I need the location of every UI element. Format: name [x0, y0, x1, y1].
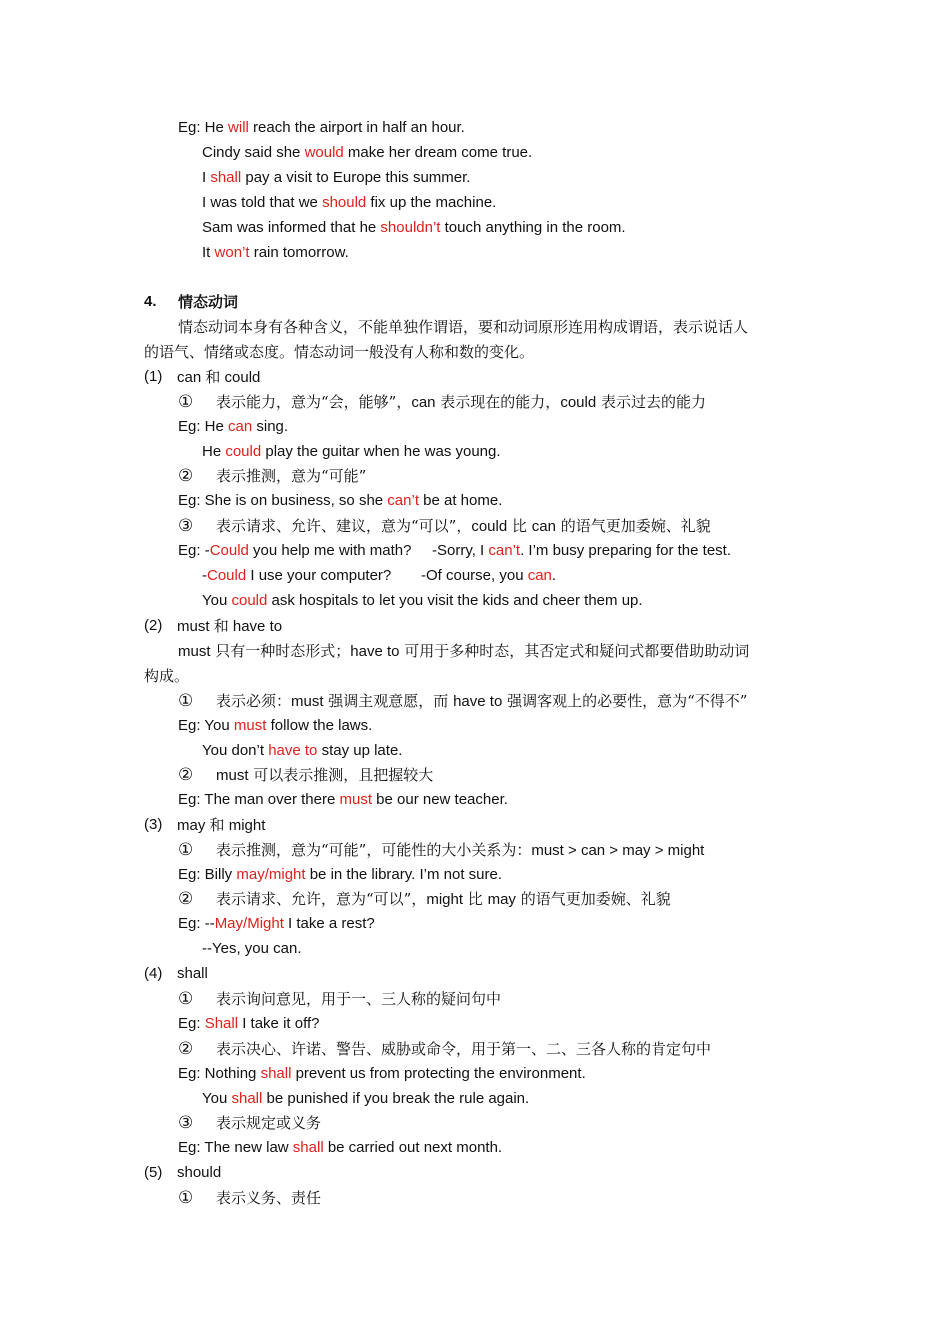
item-regulation: [178, 1111, 321, 1135]
highlight-word: shouldn’t: [380, 219, 441, 236]
example-line: [202, 440, 501, 464]
paragraph-line: 构成。: [144, 667, 190, 685]
highlight-word: shall: [210, 169, 242, 186]
example-text: follow the laws.: [266, 717, 373, 734]
highlight-word: May/Might: [214, 915, 284, 932]
example-text: Eg: Nothing: [178, 1065, 261, 1082]
item-text: 表示询问意见，用于一、三人称的疑问句中: [216, 990, 502, 1008]
item-text: 可以表示推测，且把握较大: [248, 766, 434, 784]
subsection-title: might: [224, 817, 266, 834]
example-line: [202, 739, 402, 763]
example-text: touch anything in the room.: [440, 219, 626, 236]
circled-number-1: ①: [178, 691, 194, 711]
circled-number-2: ②: [178, 1039, 194, 1059]
highlight-word: shall: [292, 1139, 324, 1156]
item-text: 表示现在的能力，: [435, 393, 561, 411]
example-line: [178, 912, 375, 936]
example-text: fix up the machine.: [366, 194, 497, 211]
highlight-word: will: [228, 119, 249, 136]
paragraph-text: 可用于多种时态，其否定式和疑问式都要借助助动词: [399, 642, 750, 660]
highlight-word: can’t: [387, 492, 419, 509]
example-text: stay up late.: [317, 742, 403, 759]
example-text: Eg: She is on business, so she: [178, 492, 388, 509]
highlight-word: shall: [231, 1090, 263, 1107]
example-line: [178, 714, 372, 738]
example-text: I: [202, 169, 211, 186]
subsection-title: must: [177, 618, 214, 635]
example-text: Eg: He: [178, 418, 229, 435]
example-text: Eg: -: [178, 542, 210, 559]
item-text: 表示决心、许诺、警告、威胁或命令，用于第一、二、三各人称的肯定句中: [216, 1040, 712, 1058]
subsection-should: [144, 1161, 222, 1185]
example-line: [178, 539, 411, 563]
paragraph-text: 只有一种时态形式；: [210, 642, 351, 660]
item-possibility: [178, 838, 704, 862]
highlight-word: should: [322, 194, 367, 211]
subsection-title: shall: [177, 965, 208, 982]
example-line: [178, 489, 502, 513]
subsection-title: could: [220, 369, 261, 386]
example-shall: [202, 166, 470, 190]
example-text: be in the library. I’m not sure.: [305, 866, 503, 883]
subsection-title: 和: [213, 617, 229, 635]
example-text: -Of course, you: [421, 567, 528, 584]
highlight-word: Could: [209, 542, 249, 559]
example-will: [178, 116, 465, 140]
subsection-title: 和: [205, 368, 221, 386]
item-inference: [178, 464, 366, 488]
example-text: you help me with math?: [248, 542, 412, 559]
example-text: You don’t: [202, 742, 269, 759]
item-text: might: [426, 891, 464, 908]
item-text: 强调主观意愿，而: [323, 692, 454, 710]
example-text: be our new teacher.: [372, 791, 508, 808]
item-ability: [178, 390, 706, 414]
subsection-number: (3): [144, 816, 163, 833]
intro-paragraph-line: 的语气、情绪或态度。情态动词一般没有人称和数的变化。: [144, 343, 535, 361]
heading-number: 4.: [144, 293, 157, 310]
example-text: You: [202, 1090, 232, 1107]
item-request: [178, 514, 711, 538]
example-text: I take a rest?: [283, 915, 375, 932]
circled-number-2: ②: [178, 889, 194, 909]
circled-number-3: ③: [178, 516, 194, 536]
subsection-can-could: [144, 365, 261, 389]
item-text: 表示义务、责任: [216, 1189, 322, 1207]
item-text: 表示过去的能力: [596, 393, 706, 411]
example-text: .: [551, 567, 557, 584]
example-wont: [202, 241, 349, 265]
item-text: 强调客观上的必要性，意为“不得不”: [502, 692, 748, 710]
item-text: 表示规定或义务: [216, 1114, 322, 1132]
example-text: ask hospitals to let you visit the kids and cheer them up.: [267, 592, 643, 609]
example-line: [178, 1136, 502, 1160]
item-text: 表示请求、允许、建议，意为“可以”，: [216, 517, 472, 535]
paragraph-text: must: [178, 643, 211, 660]
item-text: 表示能力，意为“会，能够”，: [216, 393, 412, 411]
item-text: 表示推测，意为“可能”: [216, 467, 367, 485]
example-text: I take it off?: [238, 1015, 320, 1032]
subsection-title: have to: [228, 618, 283, 635]
item-text: 的语气更加委婉、礼貌: [555, 517, 711, 535]
subsection-shall: [144, 962, 208, 986]
example-text: prevent us from protecting the environment.: [291, 1065, 586, 1082]
item-determination: [178, 1037, 711, 1061]
example-line: [178, 1012, 320, 1036]
highlight-word: may/might: [236, 866, 306, 883]
circled-number-1: ①: [178, 1188, 194, 1208]
item-text: must: [291, 693, 324, 710]
item-text: must > can > may > might: [531, 842, 705, 859]
circled-number-2: ②: [178, 466, 194, 486]
item-text: can: [531, 518, 556, 535]
example-line: --Yes, you can.: [202, 940, 302, 957]
subsection-number: (1): [144, 368, 163, 385]
circled-number-1: ①: [178, 840, 194, 860]
highlight-word: shall: [260, 1065, 292, 1082]
item-text: may: [487, 891, 516, 908]
subsection-title: should: [177, 1164, 222, 1181]
item-text: could: [471, 518, 508, 535]
paragraph-text: have to: [350, 643, 400, 660]
highlight-word: could: [225, 443, 262, 460]
subsection-title: 和: [209, 816, 225, 834]
example-line: [178, 788, 508, 812]
example-text: It: [202, 244, 215, 261]
section-heading: [144, 290, 239, 314]
subsection-must-have-to: [144, 614, 283, 638]
example-text: Eg:: [178, 1015, 205, 1032]
example-text: Cindy said she: [202, 144, 305, 161]
example-text: . I’m busy preparing for the test.: [520, 542, 732, 559]
example-text: Eg: He: [178, 119, 229, 136]
item-text: 表示必须：: [216, 692, 292, 710]
item-text: 的语气更加委婉、礼貌: [515, 890, 671, 908]
highlight-word: can: [527, 567, 552, 584]
example-text: -: [202, 567, 207, 584]
highlight-word: can: [228, 418, 253, 435]
example-text: make her dream come true.: [343, 144, 533, 161]
item-necessity: [178, 689, 747, 713]
highlight-word: have to: [268, 742, 318, 759]
circled-number-1: ①: [178, 989, 194, 1009]
example-text: Eg: --: [178, 915, 215, 932]
example-text: Eg: The man over there: [178, 791, 340, 808]
example-line: [432, 539, 731, 563]
item-must-inference: [178, 763, 433, 787]
example-text: play the guitar when he was young.: [261, 443, 501, 460]
example-text: Eg: You: [178, 717, 234, 734]
subsection-may-might: [144, 813, 266, 837]
example-line: [202, 1087, 529, 1111]
example-text: be punished if you break the rule again.: [262, 1090, 530, 1107]
subsection-number: (5): [144, 1164, 163, 1181]
item-text: can: [411, 394, 436, 411]
highlight-word: could: [231, 592, 268, 609]
example-should: [202, 191, 496, 215]
example-text: I was told that we: [202, 194, 323, 211]
heading-title: 情态动词: [178, 293, 239, 311]
example-text: reach the airport in half an hour.: [248, 119, 465, 136]
highlight-word: must: [233, 717, 267, 734]
item-permission: [178, 887, 671, 911]
highlight-word: Shall: [204, 1015, 239, 1032]
item-obligation: [178, 1186, 321, 1210]
example-line: [202, 564, 391, 588]
example-line: [178, 863, 502, 887]
subsection-title: may: [177, 817, 210, 834]
example-text: pay a visit to Europe this summer.: [241, 169, 471, 186]
example-text: -Sorry, I: [432, 542, 489, 559]
example-line: [178, 1062, 586, 1086]
item-text: have to: [453, 693, 503, 710]
example-text: I use your computer?: [246, 567, 392, 584]
item-text: 比: [507, 517, 532, 535]
item-text: must: [216, 767, 249, 784]
subsection-number: (4): [144, 965, 163, 982]
highlight-word: would: [304, 144, 344, 161]
example-text: Eg: The new law: [178, 1139, 293, 1156]
item-text: 比: [463, 890, 488, 908]
example-text: He: [202, 443, 226, 460]
item-text: could: [560, 394, 597, 411]
example-text: You: [202, 592, 232, 609]
subsection-title: can: [177, 369, 206, 386]
example-would: [202, 141, 532, 165]
example-text: Eg: Billy: [178, 866, 237, 883]
subsection-number: (2): [144, 617, 163, 634]
example-text: Sam was informed that he: [202, 219, 381, 236]
paragraph-line: [178, 639, 749, 663]
example-text: sing.: [252, 418, 289, 435]
circled-number-3: ③: [178, 1113, 194, 1133]
circled-number-2: ②: [178, 765, 194, 785]
item-text: 表示推测，意为“可能”，可能性的大小关系为：: [216, 841, 532, 859]
highlight-word: can’t: [488, 542, 521, 559]
example-shouldnt: [202, 216, 626, 240]
example-line: [421, 564, 556, 588]
highlight-word: won’t: [214, 244, 250, 261]
highlight-word: Could: [207, 567, 247, 584]
circled-number-1: ①: [178, 392, 194, 412]
item-text: 表示请求、允许，意为“可以”，: [216, 890, 427, 908]
example-text: rain tomorrow.: [249, 244, 349, 261]
intro-paragraph-line: 情态动词本身有各种含义，不能单独作谓语，要和动词原形连用构成谓语，表示说话人: [178, 318, 749, 336]
example-line: [202, 589, 643, 613]
item-asking-opinion: [178, 987, 501, 1011]
highlight-word: must: [339, 791, 372, 808]
example-text: be at home.: [418, 492, 503, 509]
example-line: [178, 415, 288, 439]
example-text: be carried out next month.: [323, 1139, 503, 1156]
